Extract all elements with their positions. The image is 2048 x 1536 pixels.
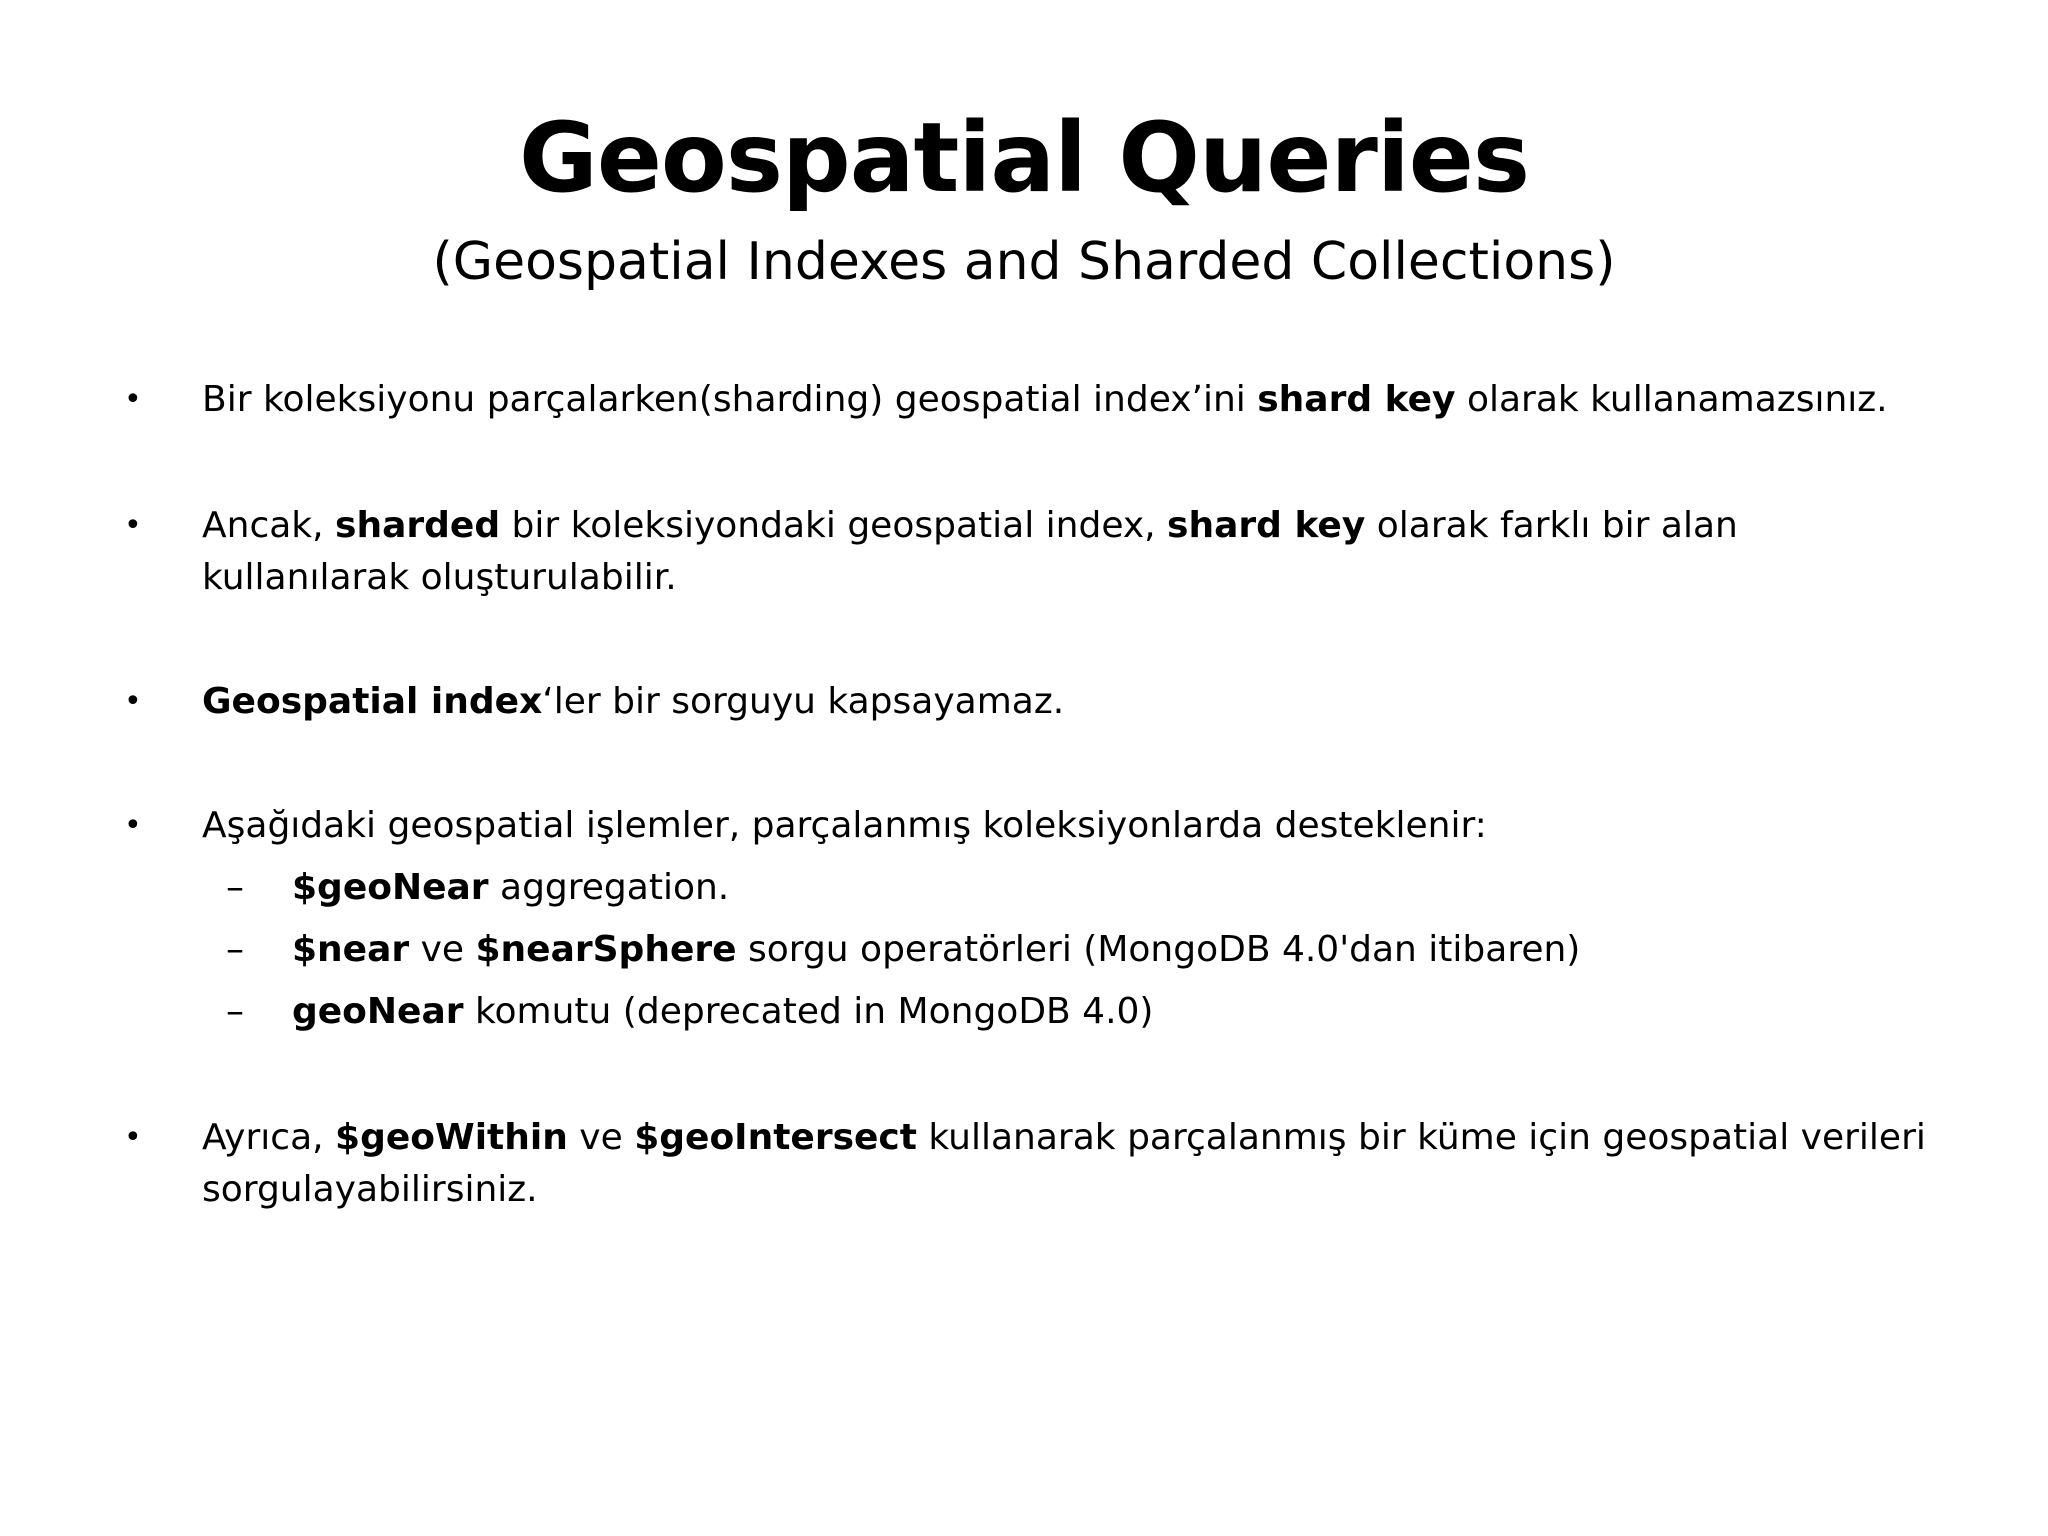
bullet-dot-icon: • <box>124 808 142 843</box>
sub-bullet-text <box>292 986 1892 1038</box>
slide-title: Geospatial Queries <box>519 102 1529 214</box>
text-run: Ancak, <box>202 505 336 546</box>
text-run-bold: $geoWithin <box>335 1117 568 1158</box>
text-run: olarak kullanamazsınız. <box>1455 379 1888 420</box>
slide-subtitle: (Geospatial Indexes and Sharded Collections) <box>432 232 1616 292</box>
bullet-text <box>202 676 1952 728</box>
text-run-bold: Geospatial index <box>202 681 543 722</box>
sub-bullet-text <box>292 862 1892 914</box>
text-run: sorgu operatörleri (MongoDB 4.0'dan itibaren) <box>736 929 1581 970</box>
bullet-dot-icon: • <box>124 684 142 719</box>
text-run-bold: shard key <box>1257 379 1456 420</box>
sub-bullet-text <box>292 924 1892 976</box>
bullet-text <box>202 500 1952 604</box>
text-run: Bir koleksiyonu parçalarken(sharding) geospatial index’ini <box>202 379 1258 420</box>
text-run-bold: $near <box>292 929 410 970</box>
dash-icon: – <box>226 867 244 908</box>
bullet-dot-icon: • <box>124 508 142 543</box>
dash-icon: – <box>226 929 244 970</box>
text-run: Ayrıca, <box>202 1117 336 1158</box>
bullet-text <box>202 800 1952 852</box>
dash-icon: – <box>226 991 244 1032</box>
bullet-text <box>202 374 1952 426</box>
text-run: ve <box>567 1117 635 1158</box>
text-run-bold: geoNear <box>292 991 464 1032</box>
bullet-text <box>202 1112 1952 1216</box>
text-run: Aşağıdaki geospatial işlemler, parçalanmış koleksiyonlarda desteklenir: <box>202 805 1487 846</box>
text-run: komutu (deprecated in MongoDB 4.0) <box>463 991 1154 1032</box>
text-run-bold: $geoNear <box>292 867 489 908</box>
text-run: kullanarak parçalanmış bir küme için geospatial verileri sorgulayabilirsiniz. <box>202 1117 1926 1210</box>
text-run: bir koleksiyondaki geospatial index, <box>500 505 1168 546</box>
text-run: ‘ler bir sorguyu kapsayamaz. <box>542 681 1065 722</box>
text-run-bold: $geoIntersect <box>634 1117 917 1158</box>
bullet-dot-icon: • <box>124 1120 142 1155</box>
text-run: aggregation. <box>488 867 730 908</box>
text-run: ve <box>409 929 476 970</box>
bullet-dot-icon: • <box>124 382 142 417</box>
text-run-bold: sharded <box>335 505 501 546</box>
text-run-bold: $nearSphere <box>475 929 737 970</box>
text-run-bold: shard key <box>1167 505 1366 546</box>
text-run: olarak farklı bir alan kullanılarak oluşturulabilir. <box>202 505 1738 598</box>
